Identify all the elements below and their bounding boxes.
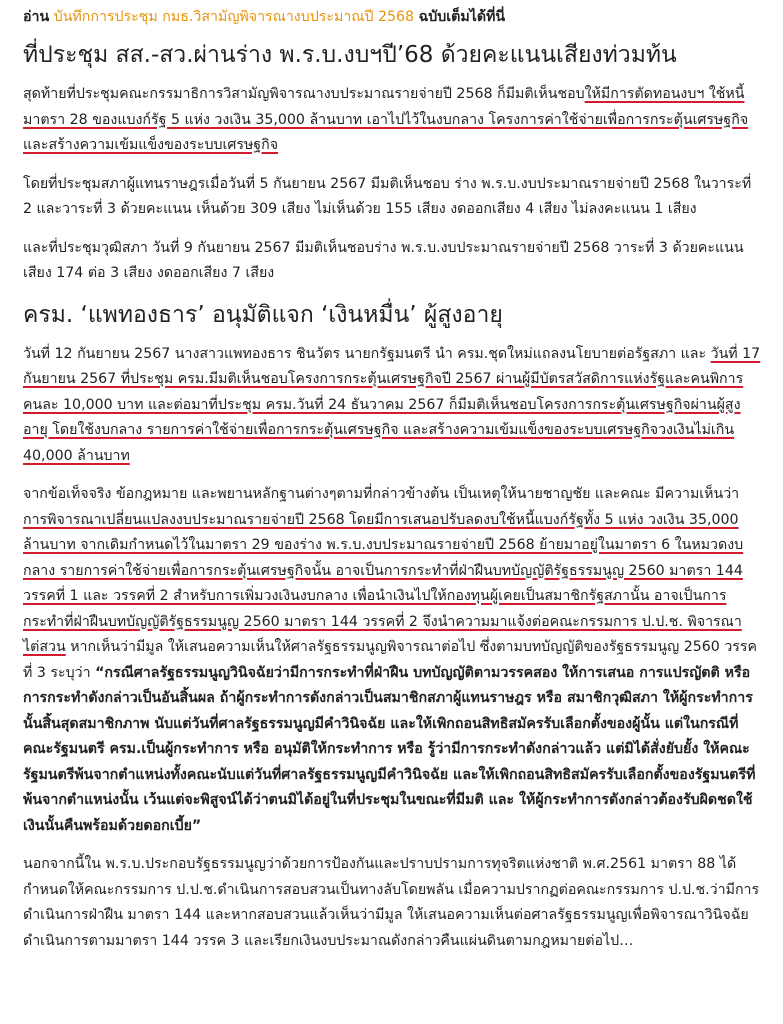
p1-highlight: ให้มีการตัดทอนงบฯ ใช้หนี้มาตรา 28 ของแบงก์รัฐ 5 แห่ง วงเงิน 35,000 ล้านบาท เอาไปไว้ในงบกลาง โครงการค่าใช้จ่ายเพื่อการกระตุ้นเศรษฐกิจและสร้างความเข้มแข็งของระบบเศรษฐกิจ: [23, 86, 749, 153]
constitution-quote: “กรณีศาลรัฐธรรมนูญวินิจฉัยว่ามีการกระทำที่ฝ่าฝืน บทบัญญัติตามวรรคสอง ให้การเสนอ การแปรญัตติ หรือ การกระทำดังกล่าวเป็นอันสิ้นผล ถ้าผู้กระทำการดังกล่าวเป็นสมาชิกสภาผู้แทนราษฎร หรือ สมาชิกวุฒิสภา ให้ผู้กระทำการนั้นสิ้นสุดสมาชิกภาพ นับแต่วันที่ศาลรัฐธรรมนูญมีคำวินิจฉัย และให้เพิกถอนสิทธิสมัครรับเลือกตั้งของผู้นั้น แต่ในกรณีที่คณะรัฐมนตรี ครม.เป็นผู้กระทำการ หรือ อนุมัติให้กระทำการ หรือ รู้ว่ามีการกระทำดังกล่าวแล้ว แต่มิได้สั่งยับยั้ง ให้คณะรัฐมนตรีพ้นจากตำแหน่งทั้งคณะนับแต่วันที่ศาลรัฐธรรมนูญมีคำวินิจฉัย และให้เพิกถอนสิทธิสมัครรับเลือกตั้งของรัฐมนตรีที่พ้นจากตำแหน่งนั้น เว้นแต่จะพิสูจน์ได้ว่าตนมิได้อยู่ในที่ประชุมในขณะที่มีมติ และ ให้ผู้กระทำการดังกล่าวต้องรับผิดชดใช้เงินนั้นคืนพร้อมด้วยดอกเบี้ย”: [23, 664, 756, 834]
p4-text: วันที่ 12 กันยายน 2567 นางสาวแพทองธาร ชินวัตร นายกรัฐมนตรี นำ ครม.ชุดใหม่แถลงนโยบายต่อรัฐสภา และ: [23, 345, 707, 362]
paragraph-committee-resolution: [23, 82, 761, 159]
p5-text-continued: หากเห็นว่ามีมูล ให้เสนอความเห็นให้ศาลรัฐธรรมนูญพิจารณาต่อไป ซึ่งตามบทบัญญัติของรัฐธรรมนูญ 2560 วรรคที่ 3 ระบุว่า: [23, 639, 758, 681]
p4-highlight: วันที่ 17 กันยายน 2567 ที่ประชุม ครม.มีมติเห็นชอบโครงการกระตุ้นเศรษฐกิจปี 2567 ผ่านผู้มีบัตรสวัสดิการแห่งรัฐและคนพิการคนละ 10,000 บาท และต่อมาที่ประชุม ครม.วันที่ 24 ธันวาคม 2567 ก็มีมติเห็นชอบโครงการกระตุ้นเศรษฐกิจผ่านผู้สูงอายุ โดยใช้งบกลาง รายการค่าใช้จ่ายเพื่อการกระตุ้นเศรษฐกิจ และสร้างความเข้มแข็งของระบบเศรษฐกิจวงเงินไม่เกิน 40,000 ล้านบาท: [23, 345, 761, 464]
meeting-record-link[interactable]: บันทึกการประชุม กมธ.วิสามัญพิจารณางบประมาณปี 2568: [53, 9, 415, 25]
read-suffix: ฉบับเต็มได้ที่นี่: [418, 9, 506, 25]
paragraph-legal-opinion: [23, 482, 761, 839]
p5-highlight: การพิจารณาเปลี่ยนแปลงงบประมาณรายจ่ายปี 2568 โดยมีการเสนอปรับลดงบใช้หนี้แบงก์รัฐทั้ง 5 แห่ง วงเงิน 35,000 ล้านบาท จากเดิมกำหนดไว้ในมาตรา 29 ของร่าง พ.ร.บ.งบประมาณรายจ่ายปี 2568 ย้ายมาอยู่ในมาตรา 6 ในหมวดงบกลาง รายการค่าใช้จ่ายเพื่อการกระตุ้นเศรษฐกิจนั้น อาจเป็นการกระทำที่ฝ่าฝืนบทบัญญัติรัฐธรรมนูญ 2560 มาตรา 144 วรรคที่ 1 และ วรรคที่ 2 สำหรับการเพิ่มวงเงินงบกลาง เพื่อนำเงินไปให้กองทุนผู้เคยเป็นสมาชิกรัฐสภานั้น อาจเป็นการกระทำที่ฝ่าฝืนบทบัญญัติรัฐธรรมนูญ 2560 มาตรา 144 วรรคที่ 2 จึงนำความมาแจ้งต่อคณะกรรมการ ป.ป.ช. พิจารณาไต่สวน: [23, 511, 744, 655]
heading-budget-vote: ที่ประชุม สส.-สว.ผ่านร่าง พ.ร.บ.งบฯปี’68 ด้วยคะแนนเสียงท่วมท้น: [23, 42, 677, 68]
read-more-line: [23, 6, 761, 28]
read-prefix: อ่าน: [23, 9, 50, 25]
paragraph-house-vote: โดยที่ประชุมสภาผู้แทนราษฎรเมื่อวันที่ 5 กันยายน 2567 มีมติเห็นชอบ ร่าง พ.ร.บ.งบประมาณรายจ่ายปี 2568 ในวาระที่ 2 และวาระที่ 3 ด้วยคะแนน เห็นด้วย 309 เสียง ไม่เห็นด้วย 155 เสียง งดออกเสียง 4 เสียง ไม่ลงคะแนน 1 เสียง: [23, 175, 752, 217]
paragraph-senate-vote: และที่ประชุมวุฒิสภา วันที่ 9 กันยายน 2567 มีมติเห็นชอบร่าง พ.ร.บ.งบประมาณรายจ่ายปี 2568 วาระที่ 3 ด้วยคะแนนเสียง 174 ต่อ 3 เสียง งดออกเสียง 7 เสียง: [23, 239, 744, 281]
p1-text: สุดท้ายที่ประชุมคณะกรรมาธิการวิสามัญพิจารณางบประมาณรายจ่ายปี 2568 ก็มีมติเห็นชอบ: [23, 86, 585, 102]
p5-text: จากข้อเท็จจริง ข้อกฎหมาย และพยานหลักฐานต่างๆตามที่กล่าวข้างต้น เป็นเหตุให้นายชาญชัย และคณะ มีความเห็นว่า: [23, 486, 740, 502]
paragraph-nacc-act: นอกจากนี้ใน พ.ร.บ.ประกอบรัฐธรรมนูญว่าด้วยการป้องกันและปราบปรามการทุจริตแห่งชาติ พ.ศ.2561 มาตรา 88 ได้กำหนดให้คณะกรรมการ ป.ป.ช.ดำเนินการสอบสวนเป็นทางลับโดยพลัน เมื่อความปรากฏต่อคณะกรรมการ ป.ป.ช.ว่ามีการดำเนินการฝ่าฝืน มาตรา 144 และหากสอบสวนแล้วเห็นว่ามีมูล ให้เสนอความเห็นต่อศาลรัฐธรรมนูญเพื่อพิจารณาวินิจฉัย ดำเนินการตามมาตรา 144 วรรค 3 และเรียกเงินงบประมาณดังกล่าวคืนแผ่นดินตามกฎหมายต่อไป…: [23, 856, 760, 949]
heading-cabinet-approval: ครม. ‘แพทองธาร’ อนุมัติแจก ‘เงินหมื่น’ ผู้สูงอายุ: [23, 301, 503, 328]
paragraph-cabinet-stimulus: [23, 342, 761, 470]
